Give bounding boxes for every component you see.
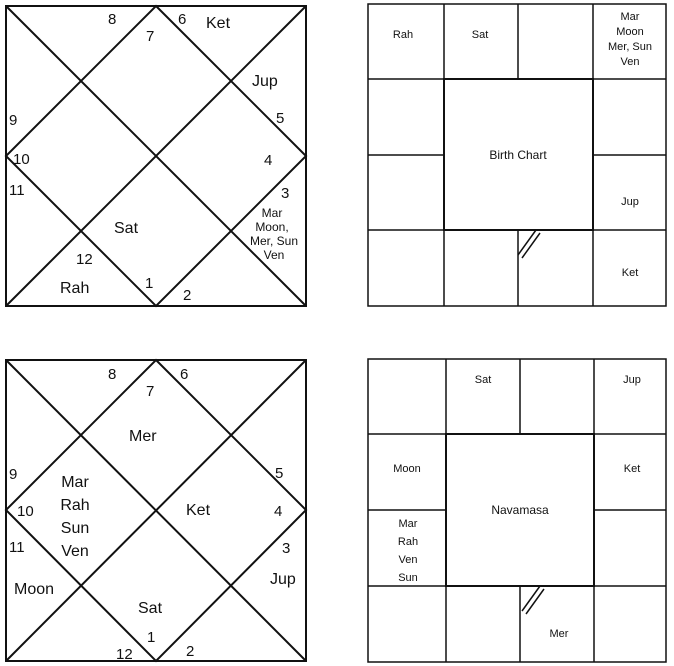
planet-label: Ven: [263, 248, 285, 262]
planet-label: Mer: [129, 428, 157, 445]
south-chart-birth-text: [393, 11, 652, 279]
planet-label: Jup: [623, 374, 641, 386]
house-number: 9: [9, 112, 18, 129]
planet-label: Ven: [61, 543, 89, 560]
planet-label: Sat: [114, 220, 139, 237]
house-number: 1: [145, 275, 154, 292]
planet-label: Jup: [270, 571, 296, 588]
house-number: 10: [13, 151, 30, 168]
house-number: 2: [186, 643, 195, 660]
planet-label: Ket: [206, 15, 231, 32]
planet-label: Jup: [252, 73, 278, 90]
chart-title: Birth Chart: [489, 148, 547, 162]
planet-label: Jup: [621, 196, 639, 208]
planet-label: Sat: [474, 374, 492, 386]
planet-label: Sat: [138, 600, 163, 617]
planet-label: Rah: [60, 497, 90, 514]
planet-label: Rah: [392, 29, 414, 41]
house-number: 4: [264, 152, 273, 169]
house-number: 2: [183, 287, 192, 304]
house-number: 8: [108, 366, 117, 383]
house-number: 12: [116, 646, 133, 663]
house-number: 4: [274, 503, 283, 520]
planet-label: Ven: [620, 56, 640, 68]
planet-label: Sun: [398, 572, 418, 584]
planet-label: Mer, Sun: [607, 41, 653, 53]
planet-label: Sat: [471, 29, 489, 41]
house-number: 5: [276, 110, 285, 127]
planet-label: Moon,: [255, 220, 289, 234]
planet-label: Moon: [616, 26, 644, 38]
house-number: 5: [275, 465, 284, 482]
planet-label: Rah: [397, 536, 419, 548]
house-number: 11: [9, 182, 25, 199]
chart-title: Navamasa: [491, 503, 549, 517]
house-number: 10: [17, 503, 34, 520]
planet-label: Moon: [393, 463, 421, 475]
house-number: 7: [146, 383, 155, 400]
planet-label: Mer, Sun: [249, 234, 299, 248]
house-number: 12: [76, 251, 93, 268]
planet-label: Ket: [621, 267, 639, 279]
house-number: 7: [146, 28, 155, 45]
planet-label: Ket: [186, 502, 211, 519]
planet-label: Ket: [623, 463, 641, 475]
house-number: 3: [281, 185, 290, 202]
house-number: 6: [178, 11, 187, 28]
planet-label: Rah: [60, 280, 90, 297]
house-number: 9: [9, 466, 18, 483]
planet-label: Mer: [549, 628, 569, 640]
house-number: 6: [180, 366, 189, 383]
planet-label: Sun: [60, 520, 90, 537]
house-number: 3: [282, 540, 291, 557]
house-number: 8: [108, 11, 117, 28]
north-chart-birth: [6, 6, 306, 306]
planet-label: Ven: [398, 554, 418, 566]
south-chart-navamsa-text: [393, 374, 641, 640]
planet-label: Mar: [261, 206, 283, 220]
planet-label: Moon: [14, 581, 55, 598]
house-number: 11: [9, 539, 25, 556]
planet-label: Mar: [620, 11, 640, 23]
planet-label: Mar: [61, 474, 89, 491]
house-number: 1: [147, 629, 156, 646]
planet-label: Mar: [398, 518, 418, 530]
